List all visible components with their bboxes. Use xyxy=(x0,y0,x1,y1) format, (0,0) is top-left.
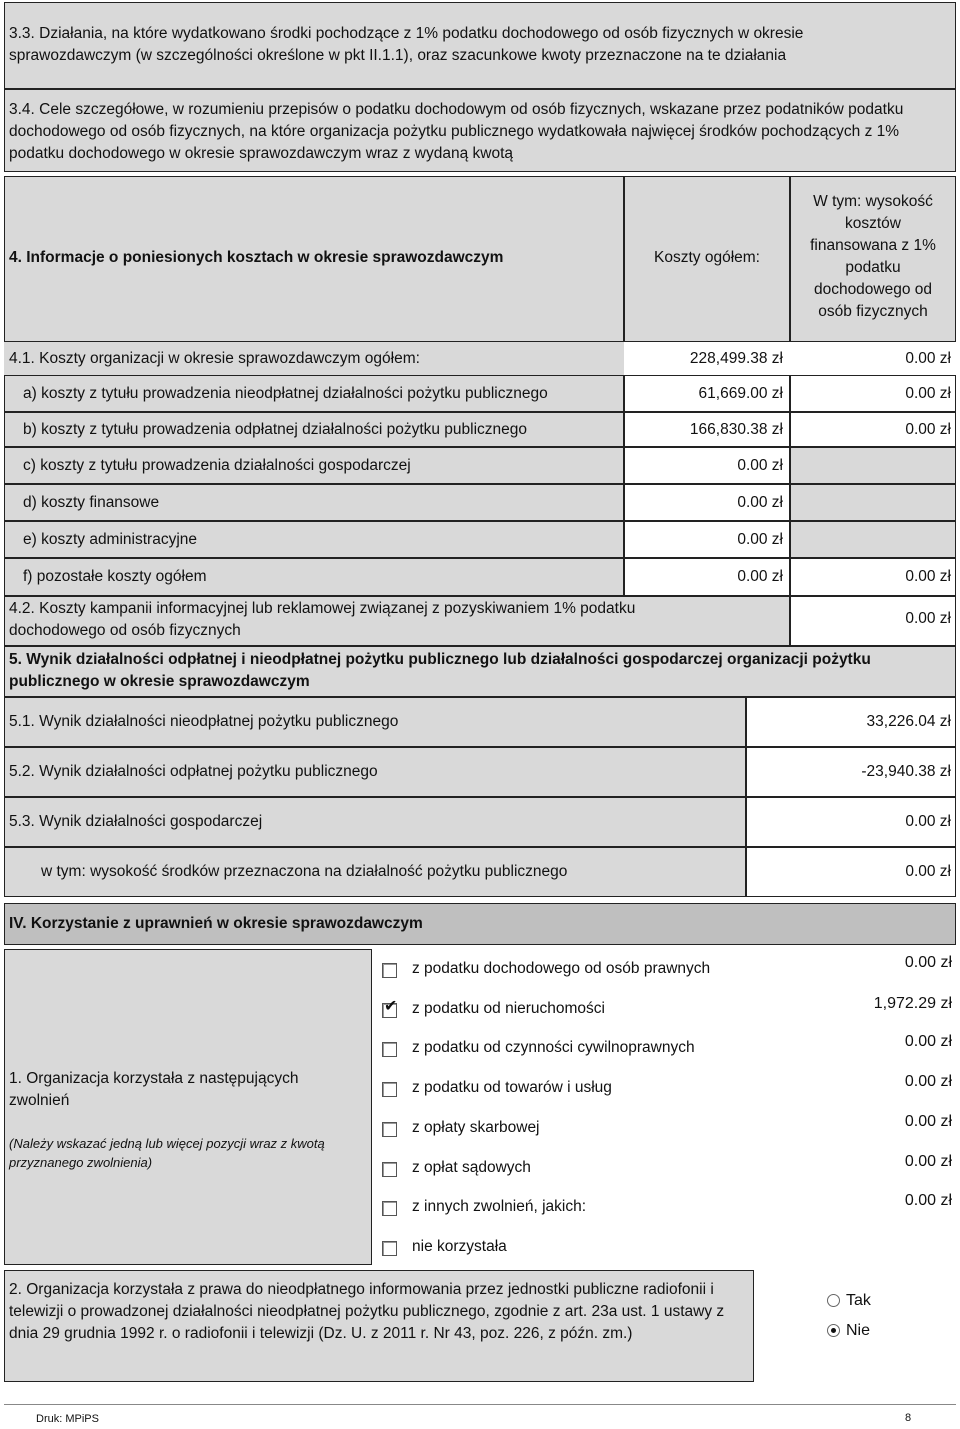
cost-total-value: 0.00 zł xyxy=(737,456,783,474)
exemption-checkbox[interactable] xyxy=(382,1042,397,1057)
cost-row-label: b) koszty z tytułu prowadzenia odpłatnej działalności pożytku publicznego xyxy=(23,420,528,438)
footer-rule xyxy=(4,1404,956,1405)
cost-total-value: 166,830.38 zł xyxy=(689,420,783,438)
result-heading: 5. Wynik działalności odpłatnej i nieodpłatnej pożytku publicznego lub działalności gospodarczej organizacji pożytku publicznego w okresie sprawozdawczym xyxy=(9,651,871,690)
result-row-label: 5.1. Wynik działalności nieodpłatnej pożytku publicznego xyxy=(9,713,399,730)
exemption-value[interactable]: 0.00 zł xyxy=(904,954,952,971)
exemption-value[interactable]: 0.00 zł xyxy=(904,1192,952,1210)
radio-nie-label: Nie xyxy=(846,1322,871,1339)
radio-tak-label: Tak xyxy=(846,1292,871,1309)
exemptions-left-label: 1. Organizacja korzystała z następujących zwolnień xyxy=(9,1070,299,1109)
result-row-label: w tym: wysokość środków przeznaczona na działalność pożytku publicznego xyxy=(41,863,568,880)
exemptions-left-note: (Należy wskazać jedną lub więcej pozycji wraz z kwotą przyznanego zwolnienia) xyxy=(9,1136,325,1170)
result-row-value: -23,940.38 zł xyxy=(861,763,951,780)
exemption-item[interactable] xyxy=(372,1236,956,1274)
exemption-value[interactable]: 1,972.29 zł xyxy=(873,994,952,1012)
cost-pct-value: 0.00 zł xyxy=(905,568,951,585)
cost-pct-cell xyxy=(790,521,956,558)
result-row-value: 0.00 zł xyxy=(905,813,951,830)
exemption-item[interactable] xyxy=(372,1033,956,1075)
exemption-value[interactable]: 0.00 zł xyxy=(904,1033,952,1051)
col-pct-header: W tym: wysokość kosztów finansowana z 1% podatku dochodowego od osób fizycznych xyxy=(810,193,936,320)
exemption-checkbox[interactable] xyxy=(382,1162,397,1177)
exemption-item[interactable] xyxy=(372,994,956,1036)
cost-pct-cell xyxy=(790,447,956,484)
exemption-checkbox[interactable] xyxy=(382,1122,397,1137)
cost-total-value: 0.00 zł xyxy=(737,493,783,511)
exemption-value[interactable]: 0.00 zł xyxy=(904,1073,952,1091)
section-3-3-text: 3.3. Działania, na które wydatkowano środki pochodzące z 1% podatku dochodowego od osób fizycznych w okresie sprawozdawczym (w szczególności określone w pkt II.1.1), oraz szacunkowe kwoty przeznaczone na te działania xyxy=(9,25,804,64)
cost-row-label: 4.1. Koszty organizacji w okresie sprawozdawczym ogółem: xyxy=(9,349,420,367)
exemption-item[interactable] xyxy=(372,1152,956,1195)
cost-total-value: 0.00 zł xyxy=(737,530,783,548)
exemption-checkbox[interactable] xyxy=(382,1201,397,1216)
result-row-value: 0.00 zł xyxy=(905,863,951,880)
result-row-label: 5.3. Wynik działalności gospodarczej xyxy=(9,813,263,830)
exemption-label: nie korzystała xyxy=(412,1237,507,1255)
exemption-checkbox[interactable] xyxy=(382,963,397,978)
exemption-checkbox[interactable] xyxy=(382,1241,397,1256)
exemption-label: z innych zwolnień, jakich: xyxy=(412,1198,587,1216)
cost-total-value: 61,669.00 zł xyxy=(698,384,783,402)
exemption-value[interactable]: 0.00 zł xyxy=(904,1112,952,1130)
col-total-header: Koszty ogółem: xyxy=(654,249,760,266)
exemption-item[interactable] xyxy=(372,1192,956,1234)
media-label: 2. Organizacja korzystała z prawa do nieodpłatnego informowania przez jednostki publiczne radiofonii i telewizji o prowadzonej działalności nieodpłatnej pożytku publicznego, zgodnie z art. 23a ust. 1 ustawy z dnia 29 grudnia 1992 r. o radiofonii i telewizji (Dz. U. z 2011 r. Nr 43, poz. 226, z późn. zm.) xyxy=(9,1281,725,1342)
radio-tak-button[interactable] xyxy=(827,1294,840,1307)
section-3-4-text: 3.4. Cele szczegółowe, w rozumieniu przepisów o podatku dochodowym od osób fizycznych, wskazane przez podatników podatku dochodowego od osób fizycznych, na które organizacja pożytku publicznego wydatkowała najwięcej środków pochodzących z 1% podatku dochodowego w okresie sprawozdawczym wraz z wydaną kwotą xyxy=(9,101,904,162)
exemption-checkbox[interactable] xyxy=(382,997,398,1018)
cost-total-value: 228,499.38 zł xyxy=(689,349,783,367)
cost-row-label: f) pozostałe koszty ogółem xyxy=(23,568,207,585)
cost-pct-value: 0.00 zł xyxy=(905,349,951,367)
result-row-value: 33,226.04 zł xyxy=(866,713,951,730)
campaign-value: 0.00 zł xyxy=(905,610,951,627)
costs-heading: 4. Informacje o poniesionych kosztach w okresie sprawozdawczym xyxy=(9,249,504,266)
cost-row-label: e) koszty administracyjne xyxy=(23,530,198,548)
exemption-value[interactable]: 0.00 zł xyxy=(904,1152,952,1170)
cost-row-label: c) koszty z tytułu prowadzenia działalności gospodarczej xyxy=(23,456,411,474)
radio-nie-button[interactable] xyxy=(827,1324,840,1337)
exemption-label: z podatku od towarów i usług xyxy=(412,1079,612,1097)
cost-row-label: a) koszty z tytułu prowadzenia nieodpłatnej działalności pożytku publicznego xyxy=(23,384,548,402)
exemption-label: z podatku od czynności cywilnoprawnych xyxy=(412,1039,695,1057)
footer-page-number: 8 xyxy=(905,1412,912,1424)
exemption-item[interactable] xyxy=(372,1073,956,1115)
cost-total-value: 0.00 zł xyxy=(737,568,783,585)
exemption-label: z podatku od nieruchomości xyxy=(412,999,606,1017)
exemption-label: z podatku dochodowego od osób prawnych xyxy=(412,960,711,977)
exemption-item[interactable] xyxy=(372,954,956,996)
cost-pct-value: 0.00 zł xyxy=(905,384,951,402)
cost-pct-cell xyxy=(790,484,956,521)
result-row-label: 5.2. Wynik działalności odpłatnej pożytku publicznego xyxy=(9,763,378,780)
radio-nie-dot xyxy=(831,1328,836,1333)
exemption-item[interactable] xyxy=(372,1112,956,1155)
checkmark-icon: ✔ xyxy=(384,997,398,1015)
campaign-label: 4.2. Koszty kampanii informacyjnej lub reklamowej związanej z pozyskiwaniem 1% podatku dochodowego od osób fizycznych xyxy=(9,600,636,639)
exemption-label: z opłaty skarbowej xyxy=(412,1118,540,1136)
cost-pct-value: 0.00 zł xyxy=(905,420,951,438)
footer-print: Druk: MPiPS xyxy=(36,1413,99,1425)
exemptions-heading: IV. Korzystanie z uprawnień w okresie sprawozdawczym xyxy=(9,915,423,932)
exemption-label: z opłat sądowych xyxy=(412,1158,531,1176)
cost-row-label: d) koszty finansowe xyxy=(23,493,160,511)
exemption-checkbox[interactable] xyxy=(382,1082,397,1097)
